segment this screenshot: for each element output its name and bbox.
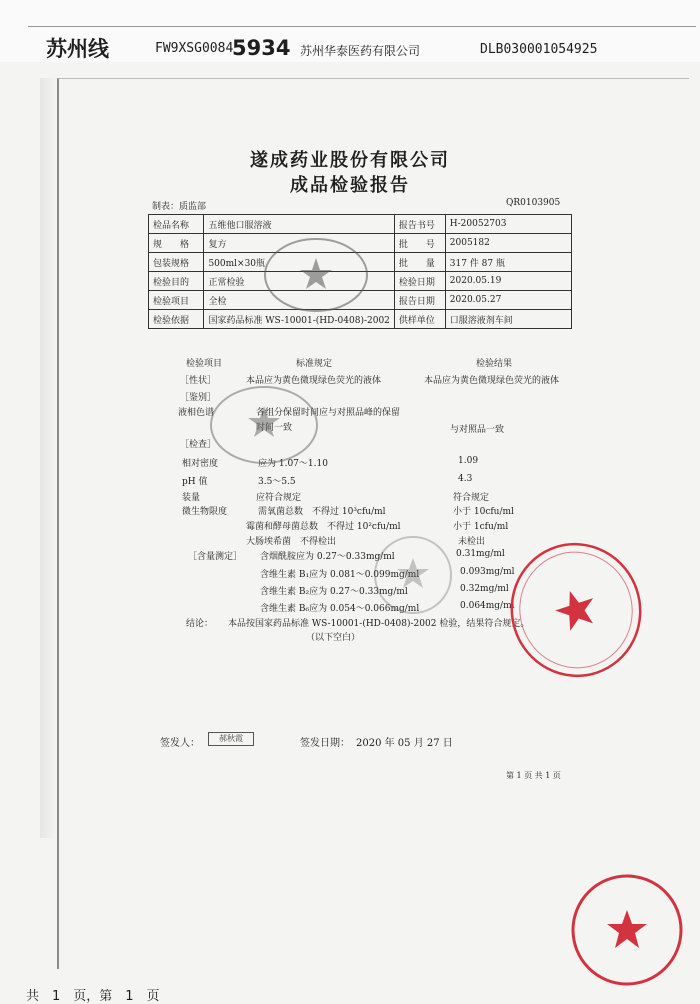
info-cell-v1: 国家药品标准 WS-10001-(HD-0408)-2002: [204, 310, 394, 329]
info-cell-v2: 2020.05.27: [445, 291, 571, 310]
blank-note: （以下空白）: [306, 633, 361, 643]
grey-seal-stamp: [372, 534, 454, 616]
c1-res: 0.31mg/ml: [456, 549, 505, 559]
zl-res: 符合规定: [453, 493, 490, 503]
qc-seal-stamp-2: [208, 384, 320, 466]
sign-date: 2020 年 05 月 27 日: [356, 738, 453, 749]
c3-std: 含维生素 B₂应为 0.27～0.33mg/ml: [260, 587, 408, 597]
header-dlb: DLB030001054925: [480, 42, 598, 57]
info-cell-v2: H-20052703: [445, 215, 571, 234]
conclusion-label: 结论：: [186, 619, 214, 629]
conclusion-text: 本品按国家药品标准 WS-10001-(HD-0408)-2002 检验，结果符合规定。: [228, 619, 530, 629]
qc-seal-stamp: [262, 236, 370, 314]
info-cell-v2: 317 件 87 瓶: [445, 253, 571, 272]
info-cell-v1: 正常检验: [204, 272, 394, 291]
micro-label: 微生物限度: [182, 507, 228, 517]
header-rule: [28, 26, 696, 27]
info-cell-l2: 批 号: [394, 234, 445, 253]
header-company: 苏州华泰医药有限公司: [300, 44, 421, 58]
c2-std: 含维生素 B₁应为 0.081～0.099mg/ml: [260, 570, 420, 580]
info-cell-v1: 全检: [204, 291, 394, 310]
lc-std1: 各组分保留时间应与对照品峰的保留: [256, 408, 401, 418]
prepared-by: 制表：质监部: [152, 202, 207, 212]
info-cell-l2: 检验日期: [394, 272, 445, 291]
m1-res: 小于 10cfu/ml: [453, 507, 514, 517]
ph-res: 4.3: [458, 474, 473, 484]
m1-std: 需氧菌总数 不得过 10³cfu/ml: [258, 507, 386, 517]
info-cell-l1: 规 格: [149, 234, 204, 253]
c3-res: 0.32mg/ml: [460, 584, 509, 594]
signer-label: 签发人：: [160, 738, 200, 749]
col-item: 检验项目: [186, 359, 223, 369]
info-cell-l2: 报告日期: [394, 291, 445, 310]
info-cell-l1: 检验依据: [149, 310, 204, 329]
info-cell-v2: 口服溶液剂车间: [445, 310, 571, 329]
m3-res: 未检出: [458, 537, 486, 547]
info-row: [149, 215, 572, 234]
info-cell-l2: 报告书号: [394, 215, 445, 234]
info-cell-v2: 2020.05.19: [445, 272, 571, 291]
lc-res: 与对照品一致: [450, 425, 505, 435]
c1-std: 含烟酰胺应为 0.27～0.33mg/ml: [260, 552, 395, 562]
info-cell-v2: 2005182: [445, 234, 571, 253]
header-number: 5934: [232, 36, 291, 60]
info-cell-v1: 五维他口服溶液: [204, 215, 394, 234]
density-res: 1.09: [458, 456, 479, 466]
report-title: 成品检验报告: [290, 175, 410, 196]
sec-jiancha: ［检查］: [180, 440, 217, 450]
m2-std: 霉菌和酵母菌总数 不得过 10²cfu/ml: [246, 522, 401, 532]
lc-std2: 时间一致: [256, 423, 293, 433]
page-indicator: 第 1 页 共 1 页: [506, 771, 561, 780]
info-cell-l1: 检品名称: [149, 215, 204, 234]
page-footer: 共 1 页，第 1 页: [26, 989, 160, 1004]
info-cell-v1: 500ml×30瓶: [204, 253, 394, 272]
density-label: 相对密度: [182, 459, 219, 469]
company-title: 遂成药业股份有限公司: [250, 150, 450, 171]
c4-std: 含维生素 B₆应为 0.054～0.066mg/ml: [260, 604, 420, 614]
sec-xingzhuang: ［性状］: [180, 376, 217, 386]
ph-label: pH 值: [182, 477, 208, 487]
col-res: 检验结果: [476, 359, 513, 369]
sign-date-label: 签发日期：: [300, 738, 350, 749]
xz-res: 本品应为黄色微现绿色荧光的液体: [424, 376, 560, 386]
lc-label: 液相色谱: [178, 408, 215, 418]
info-cell-l1: 检验项目: [149, 291, 204, 310]
info-cell-v1: 复方: [204, 234, 394, 253]
xz-std: 本品应为黄色微现绿色荧光的液体: [246, 376, 382, 386]
info-cell-l1: 包装规格: [149, 253, 204, 272]
density-std: 应为 1.07～1.10: [258, 459, 328, 469]
ph-std: 3.5～5.5: [258, 477, 296, 487]
c2-res: 0.093mg/ml: [460, 567, 515, 577]
header-code: FW9XSG0084: [155, 41, 234, 56]
info-cell-l2: 供样单位: [394, 310, 445, 329]
sec-content: ［含量测定］: [188, 552, 243, 562]
m2-res: 小于 1cfu/ml: [453, 522, 509, 532]
red-huatai-seal: [568, 872, 686, 988]
sec-jianbie: ［鉴别］: [180, 393, 217, 403]
zl-std: 应符合规定: [256, 493, 302, 503]
m3-std: 大肠埃希菌 不得检出: [246, 537, 337, 547]
doc-code: QR0103905: [506, 198, 561, 208]
col-std: 标准规定: [296, 359, 333, 369]
info-cell-l2: 批 量: [394, 253, 445, 272]
c4-res: 0.064mg/ml: [460, 601, 515, 611]
info-cell-l1: 检验目的: [149, 272, 204, 291]
zl-label: 装量: [182, 493, 201, 503]
header-city: 苏州线: [46, 37, 109, 61]
signer-signature: 郝秋霞: [208, 732, 254, 746]
